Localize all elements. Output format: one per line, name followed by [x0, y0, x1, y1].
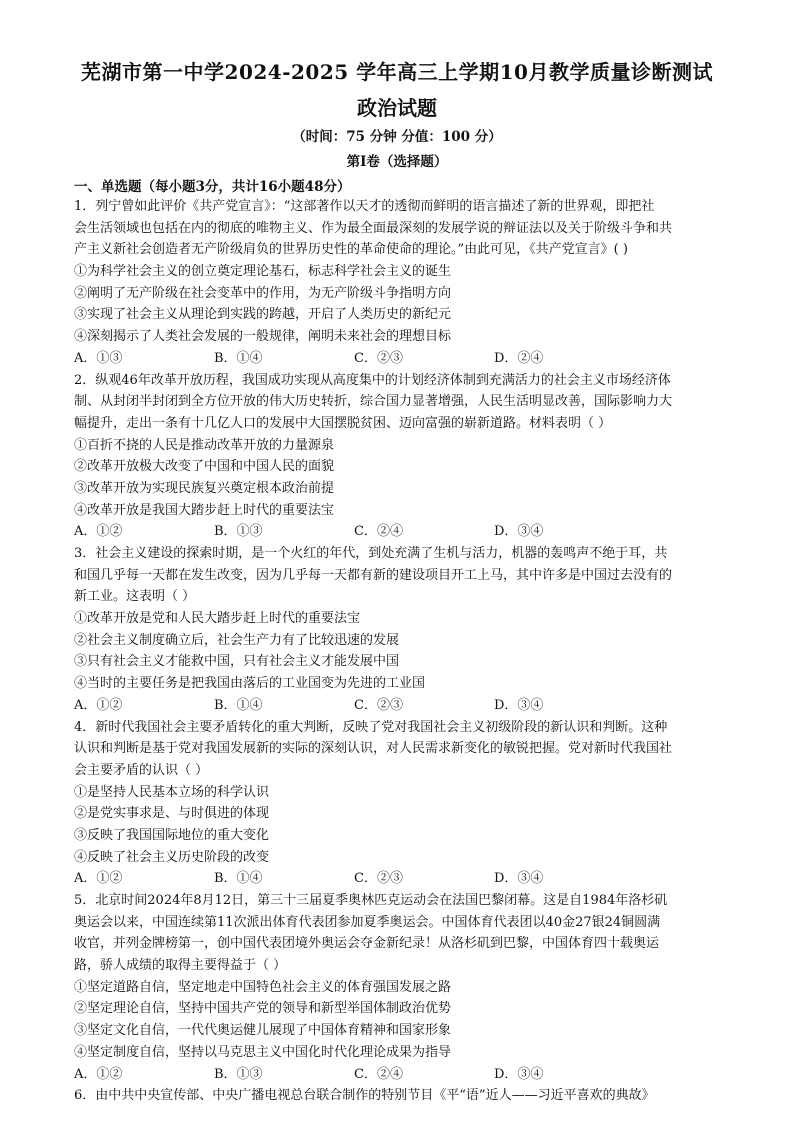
question-stem-line: 收官，并列金牌榜第一，创中国代表团境外奥运会夺金新纪录！从洛杉矶到巴黎，中国体育四十载奥运	[74, 936, 660, 952]
question-list	[74, 196, 722, 1107]
question-stem-line: 会主要矛盾的认识（ ）	[74, 762, 209, 778]
question-statement: ④改革开放是我国大踏步赶上时代的重要法宝	[74, 502, 335, 518]
question-statement: ①为科学社会主义的创立奠定理论基石，标志科学社会主义的诞生	[74, 264, 452, 280]
question-statement: ③只有社会主义才能救中国，只有社会主义才能发展中国	[74, 654, 400, 670]
answer-choices	[74, 695, 722, 717]
question-statement: ②社会主义制度确立后，社会生产力有了比较迅速的发展	[74, 632, 400, 648]
question-statement: ①是坚持人民基本立场的科学认识	[74, 784, 270, 800]
question-6	[74, 1085, 722, 1107]
question-statement: ①改革开放是党和人民大踏步赶上时代的重要法宝	[74, 611, 361, 627]
answer-choice[interactable]: D．③④	[494, 524, 544, 540]
question-stem-line: 幅提升，走出一条有十几亿人口的发展中大国摆脱贫困、迈向富强的崭新道路。材料表明（ ）	[74, 415, 612, 431]
answer-choice[interactable]: A．①②	[74, 697, 123, 713]
section-heading: 一、单选题（每小题3分，共计16小题48分）	[74, 179, 351, 195]
question-stem-line: 3．社会主义建设的探索时期，是一个火红的年代，到处充满了生机与活力，机器的轰鸣声不绝于耳，共	[74, 546, 668, 561]
question-statement: ②坚定理论自信，坚持中国共产党的领导和新型举国体制政治优势	[74, 1001, 452, 1017]
question-statement: ④当时的主要任务是把我国由落后的工业国变为先进的工业国	[74, 676, 426, 692]
answer-choices	[74, 868, 722, 890]
answer-choice[interactable]: C．②④	[354, 1066, 403, 1082]
answer-choice[interactable]: C．②③	[354, 871, 403, 887]
exam-subject: 政治试题	[357, 96, 437, 120]
question-stem-line: 认识和判断是基于党对我国发展新的实际的深刻认识，对人民需求新变化的敏锐把握。党对新时代我国社	[74, 741, 673, 757]
volume-heading: 第Ⅰ卷（选择题）	[346, 154, 448, 170]
question-statement: ④深刻揭示了人类社会发展的一般规律，阐明未来社会的理想目标	[74, 329, 452, 345]
answer-choice[interactable]: A．①②	[74, 524, 123, 540]
question-stem-line: 产主义新社会创造者无产阶级肩负的世界历史性的革命使命的理论。”由此可见，《共产党宣言》( )	[74, 242, 628, 258]
question-stem-line: 5．北京时间2024年8月12日，第三十三届夏季奥林匹克运动会在法国巴黎闭幕。这是自1984年洛杉矶	[74, 893, 668, 908]
question-statement: ①坚定道路自信，坚定地走中国特色社会主义的体育强国发展之路	[74, 979, 452, 995]
question-statement: ④反映了社会主义历史阶段的改变	[74, 849, 270, 865]
answer-choice[interactable]: C．②③	[354, 350, 403, 366]
question-statement: ③实现了社会主义从理论到实践的跨越，开启了人类历史的新纪元	[74, 307, 452, 323]
answer-choice[interactable]: C．②④	[354, 524, 403, 540]
question-stem-line: 会生活领域也包括在内的彻底的唯物主义、作为最全面最深刻的发展学说的辩证法以及关于阶级斗争和共	[74, 220, 673, 236]
answer-choices	[74, 1064, 722, 1086]
question-statement: ③反映了我国国际地位的重大变化	[74, 827, 270, 843]
answer-choice[interactable]: D．③④	[494, 871, 544, 887]
question-stem-line: 奥运会以来，中国连续第11次派出体育代表团参加夏季奥运会。中国体育代表团以40金27银24铜圆满	[74, 914, 661, 930]
answer-choices	[74, 521, 722, 543]
question-statement: ③坚定文化自信，一代代奥运健儿展现了中国体育精神和国家形象	[74, 1023, 452, 1039]
question-statement: ②是党实事求是、与时俱进的体现	[74, 806, 270, 822]
answer-choice[interactable]: B．①④	[214, 350, 263, 366]
answer-choice[interactable]: A．①②	[74, 871, 123, 887]
exam-time-score: （时间：75 分钟 分值：100 分）	[292, 129, 502, 145]
answer-choices	[74, 348, 722, 370]
question-4	[74, 717, 722, 891]
question-5	[74, 890, 722, 1085]
question-stem-line: 新工业。这表明（ ）	[74, 589, 196, 605]
question-stem-line: 和国几乎每一天都在发生改变，因为几乎每一天都有新的建设项目开工上马，其中许多是中国过去没有的	[74, 567, 673, 583]
question-statement: ④坚定制度自信，坚持以马克思主义中国化时代化理论成果为指导	[74, 1044, 452, 1060]
answer-choice[interactable]: A．①②	[74, 1066, 123, 1082]
answer-choice[interactable]: D．②④	[494, 350, 544, 366]
answer-choice[interactable]: B．①③	[214, 1066, 263, 1082]
answer-choice[interactable]: B．①④	[214, 871, 263, 887]
question-statement: ③改革开放为实现民族复兴奠定根本政治前提	[74, 480, 335, 496]
question-1	[74, 196, 722, 370]
question-statement: ①百折不挠的人民是推动改革开放的力量源泉	[74, 437, 335, 453]
question-stem-line: 6．由中共中央宣传部、中央广播电视总台联合制作的特别节目《平“语”近人——习近平喜欢的典故》	[74, 1088, 655, 1104]
answer-choice[interactable]: B．①④	[214, 697, 263, 713]
question-3	[74, 543, 722, 717]
question-stem-line: 4．新时代我国社会主要矛盾转化的重大判断，反映了党对我国社会主义初级阶段的新认识和判断。这种	[74, 719, 668, 735]
answer-choice[interactable]: C．②③	[354, 697, 403, 713]
answer-choice[interactable]: B．①③	[214, 524, 263, 540]
question-2	[74, 370, 722, 544]
question-stem-line: 制、从封闭半封闭到全方位开放的伟大历史转折，综合国力显著增强，人民生活明显改善，国际影响力大	[74, 394, 673, 410]
question-statement: ②阐明了无产阶级在社会变革中的作用，为无产阶级斗争指明方向	[74, 285, 452, 301]
answer-choice[interactable]: D．③④	[494, 697, 544, 713]
question-stem-line: 路，骄人成绩的取得主要得益于（ ）	[74, 958, 287, 974]
question-statement: ②改革开放极大改变了中国和中国人民的面貌	[74, 459, 335, 475]
answer-choice[interactable]: A．①③	[74, 350, 123, 366]
exam-title: 芜湖市第一中学2024-2025 学年高三上学期10月教学质量诊断测试	[81, 60, 713, 84]
answer-choice[interactable]: D．③④	[494, 1066, 544, 1082]
question-stem-line: 1．列宁曾如此评价《共产党宣言》：“这部著作以天才的透彻而鲜明的语言描述了新的世界观，即把社	[74, 199, 655, 214]
question-stem-line: 2．纵观46年改革开放历程，我国成功实现从高度集中的计划经济体制到充满活力的社会主义市场经济体	[74, 372, 671, 388]
